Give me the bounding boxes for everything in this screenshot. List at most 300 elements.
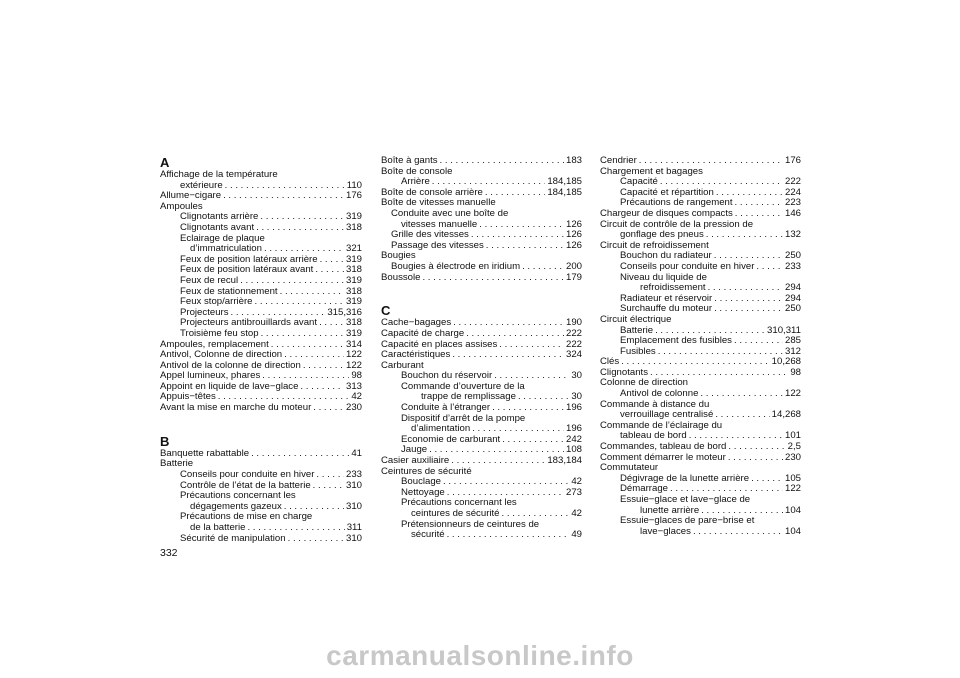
entry-page: 312 xyxy=(784,346,801,357)
dot-leader xyxy=(271,340,344,351)
index-heading: Circuit de contrôle de la pression de xyxy=(600,218,754,230)
dot-leader xyxy=(728,453,783,464)
entry-page: 200 xyxy=(565,261,582,272)
entry-label: Economie de carburant xyxy=(401,434,501,445)
entry-page: 319 xyxy=(345,328,362,339)
index-heading: Commande à distance du xyxy=(600,398,710,410)
entry-page: 14,268 xyxy=(771,410,801,421)
dot-leader xyxy=(655,326,765,337)
entry-page: 122 xyxy=(784,389,801,400)
index-entry xyxy=(600,294,801,305)
index-heading: Essuie−glaces de pare−brise et xyxy=(620,515,755,527)
index-entry xyxy=(160,523,362,534)
index-heading: Circuit de refroidissement xyxy=(600,239,709,251)
entry-page: 230 xyxy=(784,452,801,463)
entry-label: Conseils pour conduite en hiver xyxy=(620,261,755,272)
entry-label: Clignotants arrière xyxy=(180,212,259,223)
entry-page: 222 xyxy=(565,339,582,350)
entry-page: 126 xyxy=(565,240,582,251)
entry-label: Commandes, tableau de bord xyxy=(600,442,727,453)
dot-leader xyxy=(502,509,570,520)
index-heading: Prétensionneurs de ceintures de xyxy=(401,518,540,530)
entry-label: Précautions de rangement xyxy=(620,198,733,209)
dot-leader xyxy=(751,474,783,485)
entry-label: Conseils pour conduite en hiver xyxy=(180,470,315,481)
dot-leader xyxy=(447,530,570,541)
dot-leader xyxy=(231,308,326,319)
index-entry xyxy=(381,329,582,340)
entry-page: 10,268 xyxy=(771,357,801,368)
entry-label: Surchauffe du moteur xyxy=(620,304,713,315)
entry-label: Feux de stationnement xyxy=(180,286,278,297)
dot-leader xyxy=(502,435,564,446)
dot-leader xyxy=(658,347,783,358)
entry-label: refroidissement xyxy=(640,283,706,294)
entry-page: 319 xyxy=(345,212,362,223)
dot-leader xyxy=(255,297,344,308)
entry-page: 105 xyxy=(784,473,801,484)
dot-leader xyxy=(716,188,783,199)
index-entry xyxy=(381,220,582,231)
entry-page: 315,316 xyxy=(327,307,362,318)
dot-leader xyxy=(479,220,564,231)
entry-page: 126 xyxy=(565,219,582,230)
dot-leader xyxy=(280,287,344,298)
entry-label: Appoint en liquide de lave−glace xyxy=(160,381,299,392)
index-column-1 xyxy=(160,156,362,544)
entry-label: Avant la mise en marche du moteur xyxy=(160,403,312,414)
dot-leader xyxy=(453,318,564,329)
dot-leader xyxy=(728,442,785,453)
entry-page: 2,5 xyxy=(787,442,801,453)
index-entry xyxy=(160,223,362,234)
dot-leader xyxy=(264,244,344,255)
entry-page: 224 xyxy=(784,187,801,198)
entry-label: Passage des vitesses xyxy=(391,240,484,251)
index-entry xyxy=(160,297,362,308)
entry-page: 176 xyxy=(345,191,362,202)
entry-label: Projecteurs xyxy=(180,307,229,318)
entry-label: lunette arrière xyxy=(640,505,700,516)
index-entry xyxy=(600,177,801,188)
entry-page: 222 xyxy=(565,328,582,339)
index-entry xyxy=(600,156,801,167)
index-heading: Précautions de mise en charge xyxy=(180,511,313,523)
index-entry xyxy=(600,474,801,485)
entry-page: 122 xyxy=(345,360,362,371)
entry-page: 176 xyxy=(784,156,801,166)
dot-leader xyxy=(734,336,783,347)
dot-leader xyxy=(522,262,564,273)
index-entry xyxy=(381,530,582,541)
index-entry xyxy=(160,318,362,329)
entry-label: Nettoyage xyxy=(401,487,445,498)
index-entry xyxy=(160,470,362,481)
index-entry xyxy=(160,308,362,319)
index-entry xyxy=(160,244,362,255)
dot-leader xyxy=(486,241,564,252)
entry-page: 110 xyxy=(346,180,362,191)
index-heading: Circuit électrique xyxy=(600,313,672,325)
dot-leader xyxy=(316,470,344,481)
dot-leader xyxy=(660,177,783,188)
entry-label: Conduite à l’étranger xyxy=(401,403,491,414)
index-heading: Bougies xyxy=(381,250,416,262)
entry-label: Feux de recul xyxy=(180,275,239,286)
entry-page: 98 xyxy=(790,367,801,378)
entry-label: Contrôle de l’état de la batterie xyxy=(180,480,311,491)
dot-leader xyxy=(422,273,564,284)
page-number: 332 xyxy=(160,547,178,559)
entry-label: Clignotants xyxy=(600,367,648,378)
index-entry xyxy=(381,392,582,403)
index-column-3 xyxy=(600,156,801,537)
entry-label: Troisième feu stop xyxy=(180,328,259,339)
index-entry xyxy=(381,445,582,456)
index-entry xyxy=(381,435,582,446)
entry-page: 311 xyxy=(346,523,362,533)
dot-leader xyxy=(303,361,344,372)
entry-page: 126 xyxy=(565,230,582,241)
entry-page: 132 xyxy=(784,230,801,241)
entry-label: Capacité en places assises xyxy=(381,339,498,350)
index-entry xyxy=(160,382,362,393)
index-heading: Eclairage de plaque xyxy=(180,232,265,244)
index-entry xyxy=(600,431,801,442)
entry-label: Boîte à gants xyxy=(381,156,438,166)
entry-page: 122 xyxy=(784,484,801,495)
dot-leader xyxy=(225,181,345,192)
entry-page: 49 xyxy=(571,530,582,541)
entry-label: Jauge xyxy=(401,445,428,456)
entry-label: sécurité xyxy=(411,530,445,541)
dot-leader xyxy=(240,276,344,287)
entry-label: de la batterie xyxy=(190,523,246,533)
entry-label: trappe de remplissage xyxy=(421,392,516,403)
index-entry xyxy=(600,326,801,337)
entry-label: Feux de position latéraux arrière xyxy=(180,254,318,265)
dot-leader xyxy=(499,340,564,351)
index-entry xyxy=(160,181,362,192)
entry-page: 222 xyxy=(784,177,801,188)
dot-leader xyxy=(466,329,564,340)
index-entry xyxy=(600,357,801,368)
entry-page: 41 xyxy=(351,448,362,459)
index-entry xyxy=(160,276,362,287)
index-heading: Dispositif d’arrêt de la pompe xyxy=(401,412,526,424)
dot-leader xyxy=(251,449,349,460)
entry-page: 324 xyxy=(565,350,582,361)
entry-page: 104 xyxy=(784,526,801,537)
entry-label: Dégivrage de la lunette arrière xyxy=(620,473,750,484)
entry-page: 233 xyxy=(784,261,801,272)
index-entry xyxy=(600,198,801,209)
entry-label: Chargeur de disques compacts xyxy=(600,208,733,219)
dot-leader xyxy=(452,350,564,361)
index-heading: Ceintures de sécurité xyxy=(381,465,472,477)
dot-leader xyxy=(714,251,783,262)
index-entry xyxy=(381,262,582,273)
entry-label: Cendrier xyxy=(600,156,637,166)
entry-label: Bouchon du réservoir xyxy=(401,371,493,382)
entry-page: 190 xyxy=(565,318,582,329)
entry-label: Comment démarrer le moteur xyxy=(600,452,726,463)
entry-label: Capacité xyxy=(620,177,658,188)
dot-leader xyxy=(256,223,344,234)
index-entry xyxy=(600,283,801,294)
dot-leader xyxy=(714,294,783,305)
dot-leader xyxy=(472,424,564,435)
index-heading: Précautions concernant les xyxy=(401,497,517,509)
index-entry xyxy=(381,340,582,351)
entry-label: vitesses manuelle xyxy=(401,219,478,230)
entry-page: 294 xyxy=(784,283,801,294)
entry-label: Clignotants avant xyxy=(180,222,255,233)
entry-page: 318 xyxy=(345,318,362,329)
dot-leader xyxy=(284,350,344,361)
index-heading: Commutateur xyxy=(600,462,659,474)
dot-leader xyxy=(432,177,546,188)
entry-page: 318 xyxy=(345,265,362,276)
index-entry xyxy=(600,527,801,538)
entry-label: Antivol, Colonne de direction xyxy=(160,350,283,361)
entry-page: 184,185 xyxy=(547,177,582,188)
entry-label: Appuis−têtes xyxy=(160,392,216,403)
entry-label: gonflage des pneus xyxy=(620,230,704,241)
dot-leader xyxy=(735,198,783,209)
dot-leader xyxy=(443,477,569,488)
entry-label: verrouillage centralisé xyxy=(620,410,714,421)
dot-leader xyxy=(320,255,344,266)
entry-label: Boussole xyxy=(381,272,421,283)
entry-page: 310 xyxy=(345,480,362,491)
index-heading: Niveau du liquide de xyxy=(620,271,707,283)
index-heading: Commande d’ouverture de la xyxy=(401,380,525,392)
entry-page: 285 xyxy=(784,336,801,347)
entry-label: Cache−bagages xyxy=(381,318,452,329)
entry-page: 179 xyxy=(565,272,582,283)
entry-page: 42 xyxy=(571,477,582,488)
entry-label: Ampoules, remplacement xyxy=(160,339,269,350)
entry-label: Projecteurs antibrouillards avant xyxy=(180,318,318,329)
entry-page: 318 xyxy=(345,222,362,233)
entry-label: Bougies à électrode en iridium xyxy=(391,261,521,272)
index-entry xyxy=(381,273,582,284)
entry-label: Boîte de console arrière xyxy=(381,187,483,198)
index-entry xyxy=(600,442,801,453)
index-heading: Boîte de vitesses manuelle xyxy=(381,197,496,209)
dot-leader xyxy=(315,265,344,276)
entry-page: 310 xyxy=(345,501,362,512)
index-column-2 xyxy=(381,156,582,541)
spacer xyxy=(381,283,582,294)
index-heading: Boîte de console xyxy=(381,165,453,177)
dot-leader xyxy=(700,389,783,400)
dot-leader xyxy=(218,392,350,403)
entry-page: 310,311 xyxy=(767,325,801,336)
index-entry xyxy=(160,371,362,382)
index-heading: Ampoules xyxy=(160,200,203,212)
entry-label: Fusibles xyxy=(620,346,656,357)
entry-page: 242 xyxy=(565,434,582,445)
index-entry xyxy=(160,329,362,340)
entry-label: Allume−cigare xyxy=(160,191,222,202)
index-entry xyxy=(600,336,801,347)
index-entry xyxy=(381,424,582,435)
index-entry xyxy=(160,255,362,266)
entry-label: Capacité et répartition xyxy=(620,187,714,198)
index-heading: Précautions concernant les xyxy=(180,490,296,502)
entry-page: 196 xyxy=(565,424,582,435)
dot-leader xyxy=(706,230,783,241)
entry-page: 250 xyxy=(784,304,801,315)
entry-page: 230 xyxy=(345,403,362,414)
dot-leader xyxy=(260,212,344,223)
entry-label: extérieure xyxy=(180,180,223,191)
entry-page: 184,185 xyxy=(547,187,582,198)
entry-label: Bouclage xyxy=(401,477,442,488)
entry-page: 310 xyxy=(345,533,362,544)
entry-label: Capacité de charge xyxy=(381,328,465,339)
entry-page: 321 xyxy=(345,244,362,255)
index-heading: Affichage de la température xyxy=(160,169,278,180)
watermark: carmanualsonline.info xyxy=(326,640,634,671)
spacer xyxy=(160,414,362,425)
entry-page: 108 xyxy=(565,445,582,456)
index-entry xyxy=(160,403,362,414)
entry-label: Emplacement des fusibles xyxy=(620,336,732,347)
entry-label: Casier auxiliaire xyxy=(381,456,450,467)
entry-label: Feux stop/arrière xyxy=(180,297,253,308)
entry-label: Banquette rabattable xyxy=(160,448,250,459)
entry-label: lave−glaces xyxy=(640,526,691,537)
index-entry xyxy=(600,251,801,262)
section-letter: C xyxy=(381,303,391,319)
entry-page: 42 xyxy=(571,509,582,519)
entry-label: Arrière xyxy=(401,177,430,188)
entry-label: Feux de position latéraux avant xyxy=(180,265,314,276)
index-entry xyxy=(381,509,582,520)
index-entry xyxy=(600,262,801,273)
entry-page: 313 xyxy=(345,381,362,392)
index-entry xyxy=(160,392,362,403)
entry-label: Appel lumineux, phares xyxy=(160,371,261,382)
entry-label: Grille des vitesses xyxy=(391,230,469,241)
entry-page: 273 xyxy=(565,487,582,498)
dot-leader xyxy=(288,534,344,545)
dot-leader xyxy=(313,481,344,492)
index-entry xyxy=(381,177,582,188)
spacer xyxy=(160,424,362,435)
entry-page: 98 xyxy=(351,371,362,382)
index-entry xyxy=(381,477,582,488)
index-entry xyxy=(381,318,582,329)
dot-leader xyxy=(639,156,783,167)
entry-page: 223 xyxy=(784,198,801,209)
entry-label: d’immatriculation xyxy=(190,244,262,255)
dot-leader xyxy=(708,283,783,294)
entry-label: Antivol de la colonne de direction xyxy=(160,360,301,371)
entry-page: 122 xyxy=(345,350,362,361)
entry-label: Démarrage xyxy=(620,484,668,495)
entry-page: 318 xyxy=(345,286,362,297)
dot-leader xyxy=(693,527,783,538)
entry-page: 319 xyxy=(345,297,362,308)
index-entry xyxy=(381,156,582,167)
entry-page: 104 xyxy=(784,505,801,516)
dot-leader xyxy=(319,318,344,329)
dot-leader xyxy=(223,191,344,202)
dot-leader xyxy=(247,523,344,534)
entry-page: 30 xyxy=(571,371,582,382)
dot-leader xyxy=(756,262,783,273)
entry-page: 294 xyxy=(784,293,801,304)
entry-label: Caractéristiques xyxy=(381,350,451,361)
entry-page: 233 xyxy=(345,470,362,481)
dot-leader xyxy=(313,403,344,414)
index-entry xyxy=(600,347,801,358)
dot-leader xyxy=(735,209,783,220)
section-letter: B xyxy=(160,433,170,449)
dot-leader xyxy=(262,371,349,382)
entry-label: tableau de bord xyxy=(620,431,687,442)
entry-page: 101 xyxy=(784,431,801,442)
dot-leader xyxy=(518,392,569,403)
entry-page: 319 xyxy=(345,254,362,265)
entry-label: Sécurité de manipulation xyxy=(180,533,286,544)
dot-leader xyxy=(429,445,564,456)
dot-leader xyxy=(689,431,783,442)
index-heading: Batterie xyxy=(160,458,194,470)
section-letter: A xyxy=(160,155,170,170)
index-entry xyxy=(160,534,362,545)
index-entry xyxy=(600,188,801,199)
index-heading: Essuie−glace et lave−glace de xyxy=(620,494,751,505)
dot-leader xyxy=(714,304,783,315)
index-heading: Chargement et bagages xyxy=(600,165,703,177)
entry-page: 196 xyxy=(565,403,582,414)
entry-label: Bouchon du radiateur xyxy=(620,251,712,262)
index-heading: Colonne de direction xyxy=(600,377,689,389)
index-entry xyxy=(160,340,362,351)
index-entry xyxy=(160,361,362,372)
index-entry xyxy=(160,212,362,223)
entry-label: Radiateur et réservoir xyxy=(620,293,713,304)
dot-leader xyxy=(471,230,564,241)
spacer xyxy=(381,294,582,305)
entry-label: ceintures de sécurité xyxy=(411,509,500,519)
entry-label: dégagements gazeux xyxy=(190,501,282,512)
entry-label: Batterie xyxy=(620,325,654,336)
index-heading: Conduite avec une boîte de xyxy=(391,207,509,219)
entry-label: Antivol de colonne xyxy=(620,389,699,400)
dot-leader xyxy=(300,382,344,393)
dot-leader xyxy=(715,410,769,421)
index-entry xyxy=(160,287,362,298)
entry-page: 146 xyxy=(784,208,801,219)
entry-page: 314 xyxy=(345,339,362,350)
entry-page: 30 xyxy=(571,392,582,403)
dot-leader xyxy=(621,357,769,368)
entry-page: 319 xyxy=(345,275,362,286)
entry-label: Clés xyxy=(600,357,620,368)
entry-label: d’alimentation xyxy=(411,424,471,435)
dot-leader xyxy=(261,329,344,340)
index-entry xyxy=(600,209,801,220)
index-entry xyxy=(160,265,362,276)
entry-page: 250 xyxy=(784,251,801,262)
entry-page: 183,184 xyxy=(547,456,582,467)
